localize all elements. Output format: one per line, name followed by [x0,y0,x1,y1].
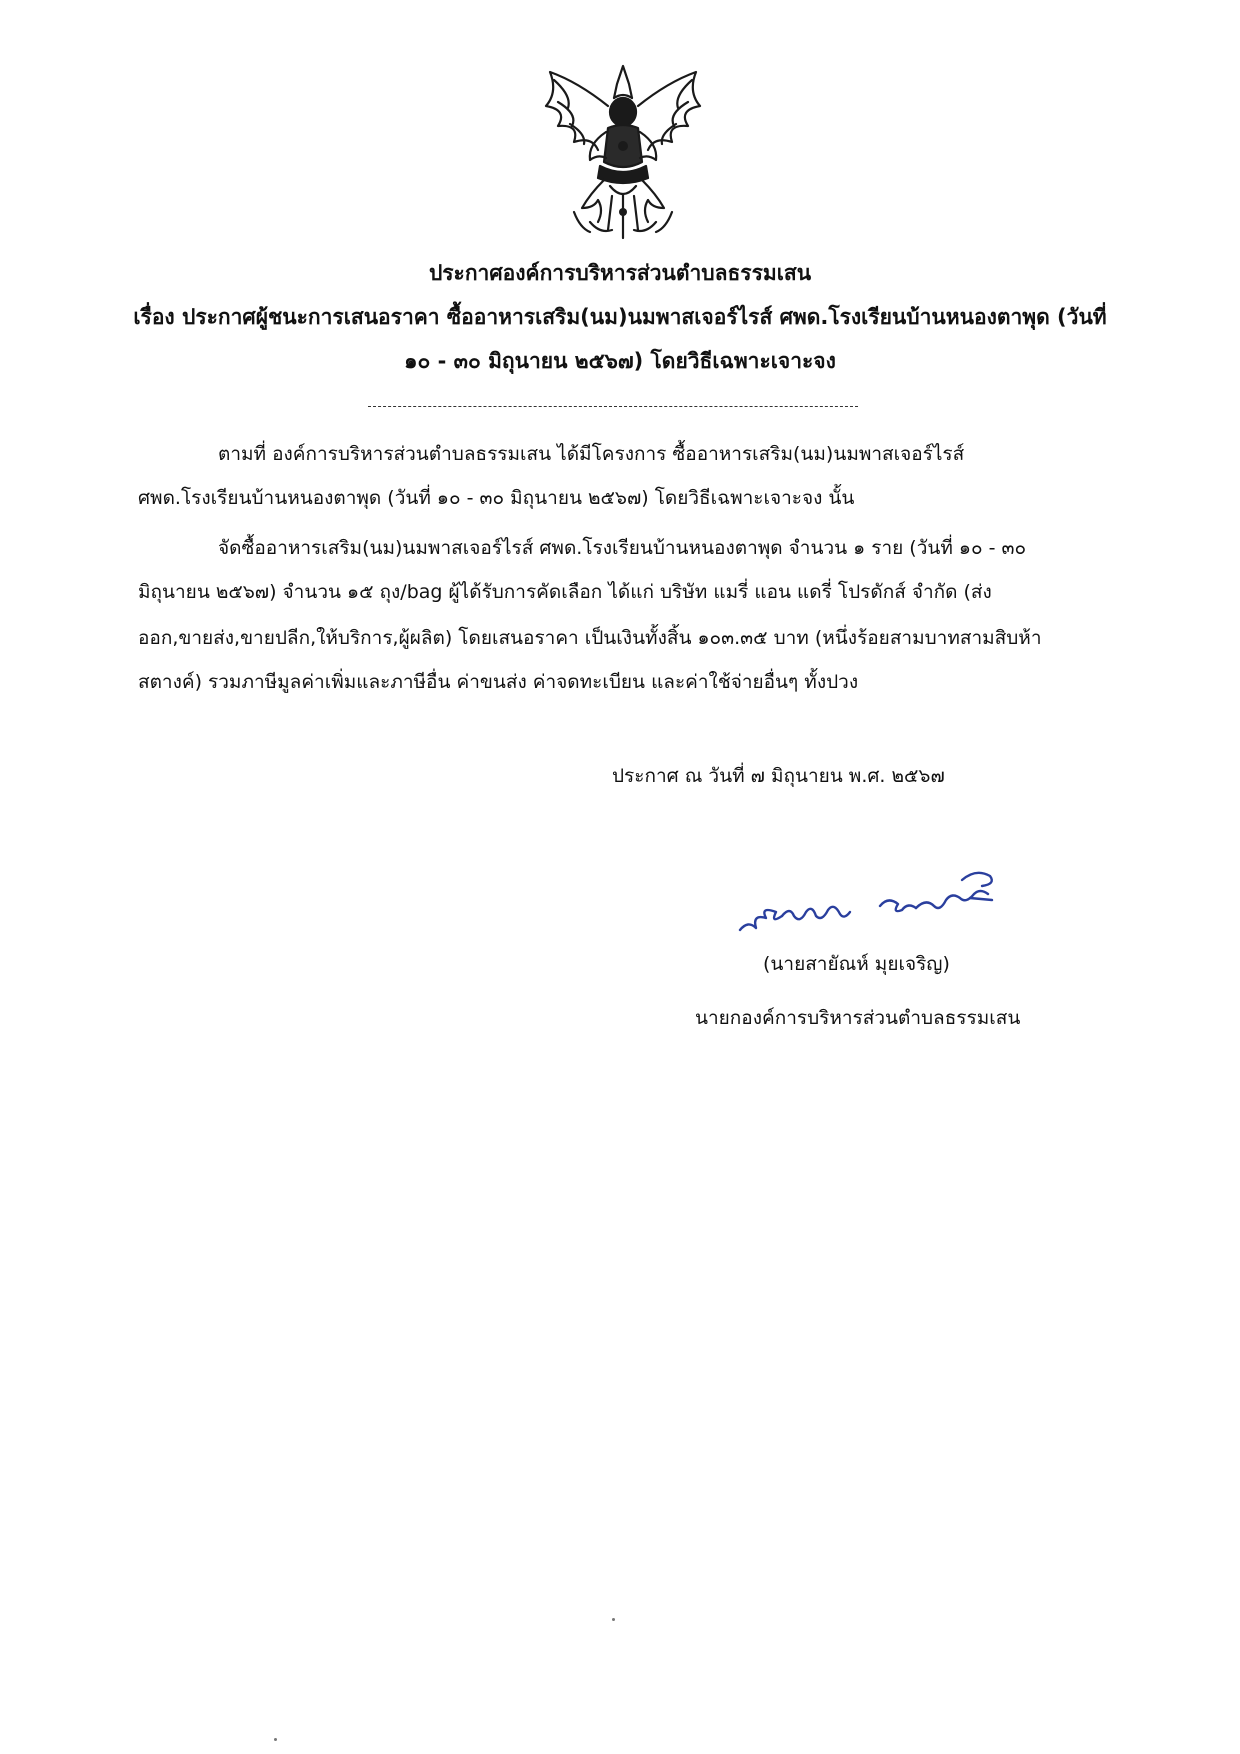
announcement-subject-line2: ๑๐ - ๓๐ มิถุนายน ๒๕๖๗) โดยวิธีเฉพาะเจาะจง [404,349,836,373]
scan-speck [612,1618,615,1621]
paragraph2-line2: มิถุนายน ๒๕๖๗) จำนวน ๑๕ ถุง/bag ผู้ได้รับการคัดเลือก ได้แก่ บริษัท แมรี่ แอน แดรี่ โปรดักส์ จำกัด (ส่ง [138,581,992,603]
paragraph2-line1: จัดซื้ออาหารเสริม(นม)นมพาสเจอร์ไรส์ ศพด.โรงเรียนบ้านหนองตาพุด จำนวน ๑ ราย (วันที่ ๑๐ - ๓๐ [218,537,1027,559]
announcement-date: ประกาศ ณ วันที่ ๗ มิถุนายน พ.ศ. ๒๕๖๗ [612,765,945,787]
handwritten-signature-icon [730,858,1010,938]
paragraph2-line3: ออก,ขายส่ง,ขายปลีก,ให้บริการ,ผู้ผลิต) โดยเสนอราคา เป็นเงินทั้งสิ้น ๑๐๓.๓๕ บาท (หนึ่งร้อยสามบาทสามสิบห้า [138,627,1042,649]
announcement-subject-line1: เรื่อง ประกาศผู้ชนะการเสนอราคา ซื้ออาหารเสริม(นม)นมพาสเจอร์ไรส์ ศพด.โรงเรียนบ้านหนองตาพุด (วันที่ [133,305,1107,329]
paragraph1-line1: ตามที่ องค์การบริหารส่วนตำบลธรรมเสน ได้มีโครงการ ซื้ออาหารเสริม(นม)นมพาสเจอร์ไรส์ [218,443,965,465]
paragraph2-line4: สตางค์) รวมภาษีมูลค่าเพิ่มและภาษีอื่น ค่าขนส่ง ค่าจดทะเบียน และค่าใช้จ่ายอื่นๆ ทั้งปวง [138,671,859,693]
signer-title: นายกองค์การบริหารส่วนตำบลธรรมเสน [695,1007,1021,1029]
scan-speck [274,1738,277,1741]
signer-name: (นายสายัณห์ มุยเจริญ) [763,953,950,975]
heading-divider [368,406,858,407]
announcement-heading: ประกาศองค์การบริหารส่วนตำบลธรรมเสน [428,261,812,285]
garuda-emblem-icon [528,62,718,244]
paragraph1-line2: ศพด.โรงเรียนบ้านหนองตาพุด (วันที่ ๑๐ - ๓๐ มิถุนายน ๒๕๖๗) โดยวิธีเฉพาะเจาะจง นั้น [138,487,855,509]
